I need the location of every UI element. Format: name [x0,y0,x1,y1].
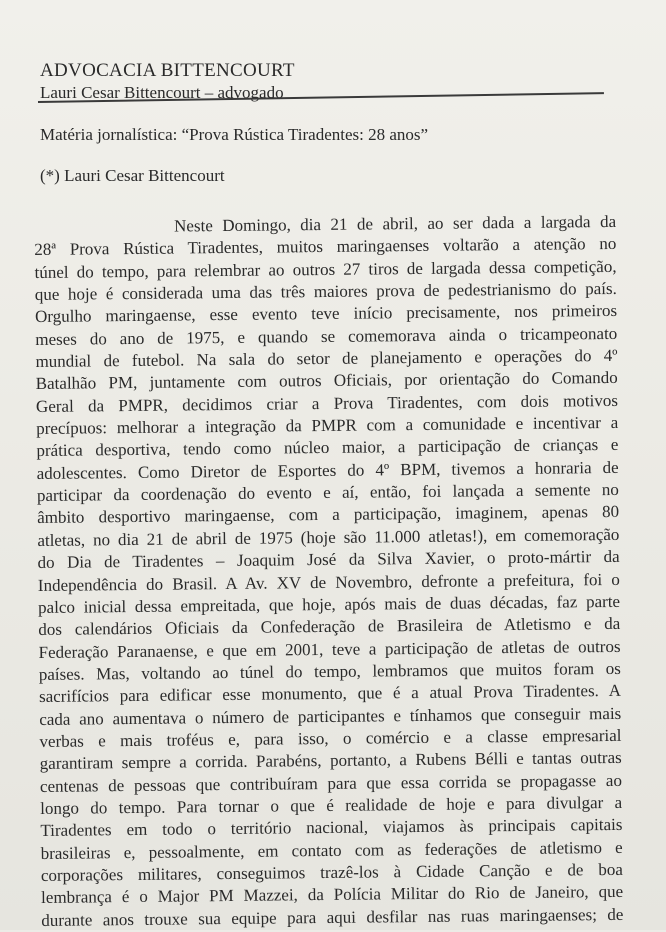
body-line: adolescentes. Como Diretor de Esportes do 4º BPM, tivemos a honraria de [36,457,619,483]
article-subject: Matéria jornalística: “Prova Rústica Tiradentes: 28 anos” [40,125,429,144]
body-line: lembrança é o Major PM Mazzei, da Polícia Militar do Rio de Janeiro, que [41,882,624,908]
lawyer-name: Lauri Cesar Bittencourt – advogado [40,83,284,102]
body-line: 28ª Prova Rústica Tiradentes, muitos maringaenses voltarão a atenção no [34,234,617,260]
body-line: verbas e mais troféus e, para isso, o comércio e a classe empresarial [39,725,622,751]
body-line: Neste Domingo, dia 21 de abril, ao ser dada a largada da [174,211,617,236]
article-body [34,211,623,932]
firm-name: ADVOCACIA BITTENCOURT [40,60,295,81]
body-line: brasileiras e, pessoalmente, em contato com as federações de atletismo e [40,837,623,863]
body-line: Tiradentes em todo o território nacional, viajamos às principais capitais [40,815,623,841]
article-author: (*) Lauri Cesar Bittencourt [40,166,225,185]
body-line: atletas, no dia 21 de abril de 1975 (hoje são 11.000 atletas!), em comemoração [37,524,620,550]
body-line: dos calendários Oficiais da Confederação de Brasileira de Atletismo e da [38,614,621,640]
body-line: do Dia de Tiradentes – Joaquim José da Silva Xavier, o proto-mártir da [37,547,620,573]
body-line: que hoje é considerada uma das três maiores prova de pedestrianismo do país. [34,278,617,305]
body-line: cada ano aumentava o número de participantes e tínhamos que conseguir mais [39,703,622,729]
body-line: túnel do tempo, para relembrar ao outros 27 tiros de largada dessa competição, [34,256,617,282]
body-line: meses do ano de 1975, e quando se comemorava ainda o tricampeonato [35,323,618,349]
body-line: Independência do Brasil. A Av. XV de Novembro, defronte a prefeitura, foi o [37,569,620,595]
body-line: países. Mas, voltando ao túnel do tempo, lembramos que muitos foram os [38,658,621,684]
body-line: sacrifícios para edificar esse monumento, que é a atual Prova Tiradentes. A [38,681,622,707]
body-line: longo do tempo. Para tornar o que é realidade de hoje e para divulgar a [40,792,623,818]
body-line: centenas de pessoas que contribuíram para que essa corrida se propagasse ao [39,770,623,796]
body-line: garantiram sempre a corrida. Parabéns, portanto, a Rubens Bélli e tantas outras [39,748,622,774]
body-line: prática desportiva, tendo como núcleo maior, a participação de crianças e [36,435,619,461]
body-line: palco inicial dessa empreitada, que hoje, após mais de duas décadas, faz parte [37,591,621,617]
body-line: precípuos: melhorar a integração da PMPR com a comunidade e incentivar a [36,412,619,439]
body-line: Batalhão PM, juntamente com outros Oficiais, por orientação do Comando [35,368,618,394]
body-line: âmbito desportivo maringaense, com a participação, imaginem, apenas 80 [37,502,620,528]
body-line: participar da coordenação do evento e aí, então, foi lançada a semente no [36,480,619,506]
body-line: Orgulho maringaense, esse evento teve início precisamente, nos primeiros [34,301,618,327]
body-line: mundial de futebol. Na sala do setor de planejamento e operações do 4º [35,345,618,372]
body-line: durante anos trouxe sua equipe para aqui desfilar nas ruas maringaenses; de [41,904,624,930]
body-line: Geral da PMPR, decidimos criar a Prova Tiradentes, com dois motivos [35,390,619,416]
body-line: Federação Paranaense, e que em 2001, teve a participação de atletas de outros [38,636,621,662]
body-line: corporações militares, conseguimos trazê-los à Cidade Canção e de boa [40,859,623,885]
